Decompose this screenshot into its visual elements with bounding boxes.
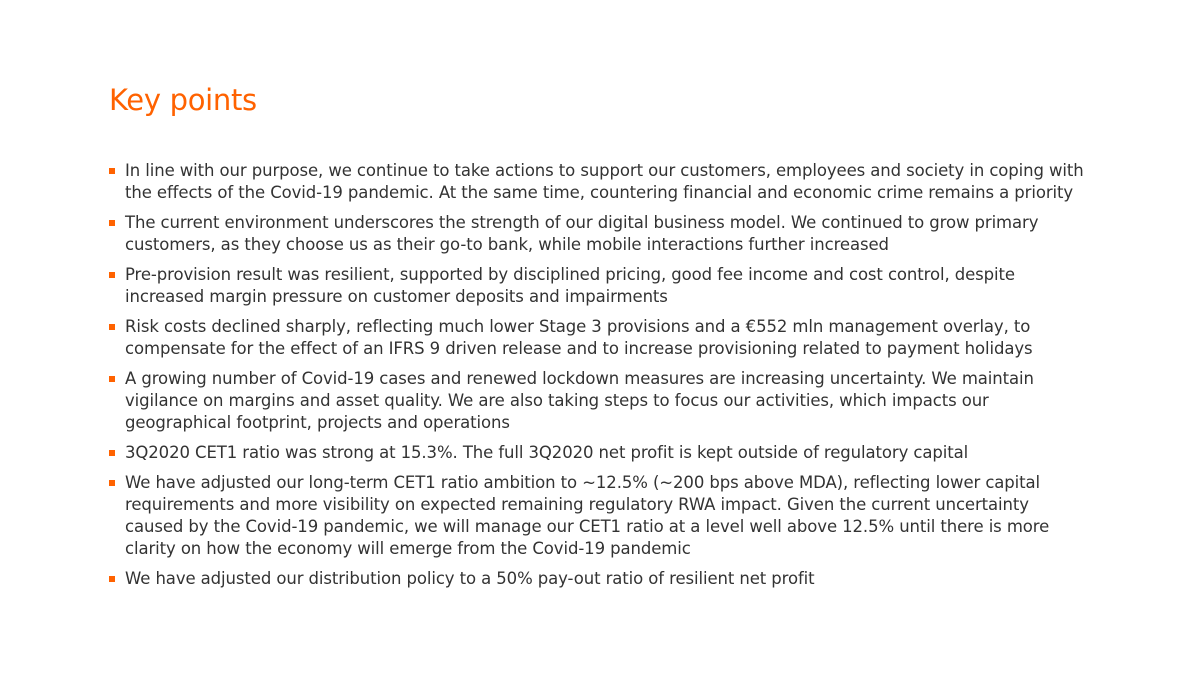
bullet-square-icon — [109, 450, 115, 456]
bullet-text: A growing number of Covid-19 cases and renewed lockdown measures are increasing uncertainty. We maintain vigilance on margins and asset quality. We are also taking steps to focus our activities, which impacts our geographical footprint, projects and operations — [125, 369, 1034, 432]
bullet-square-icon — [109, 324, 115, 330]
bullet-text: We have adjusted our distribution policy to a 50% pay-out ratio of resilient net profit — [125, 569, 815, 588]
bullet-text: Risk costs declined sharply, reflecting much lower Stage 3 provisions and a €552 mln management overlay, to compensate for the effect of an IFRS 9 driven release and to increase provisioning related to payment holidays — [125, 317, 1033, 358]
bullet-text: Pre-provision result was resilient, supported by disciplined pricing, good fee income and cost control, despite increased margin pressure on customer deposits and impairments — [125, 265, 1015, 306]
bullet-item — [109, 472, 1089, 560]
bullet-item — [109, 160, 1089, 204]
bullet-square-icon — [109, 168, 115, 174]
bullet-square-icon — [109, 576, 115, 582]
bullet-item — [109, 264, 1089, 308]
bullet-text: We have adjusted our long-term CET1 ratio ambition to ~12.5% (~200 bps above MDA), reflecting lower capital requirements and more visibility on expected remaining regulatory RWA impact. Given the current uncertainty caused by the Covid-19 pandemic, we will manage our CET1 ratio at a level well above 12.5% until there is more clarity on how the economy will emerge from the Covid-19 pandemic — [125, 473, 1050, 558]
bullet-square-icon — [109, 220, 115, 226]
bullet-text: 3Q2020 CET1 ratio was strong at 15.3%. The full 3Q2020 net profit is kept outside of regulatory capital — [125, 443, 969, 462]
bullet-square-icon — [109, 376, 115, 382]
bullet-item — [109, 442, 1089, 464]
bullet-text: In line with our purpose, we continue to take actions to support our customers, employees and society in coping with the effects of the Covid-19 pandemic. At the same time, countering financial and economic crime remains a priority — [125, 161, 1084, 202]
bullet-item — [109, 368, 1089, 434]
slide-title: Key points — [109, 83, 257, 117]
bullet-square-icon — [109, 480, 115, 486]
bullet-square-icon — [109, 272, 115, 278]
bullet-item — [109, 212, 1089, 256]
bullet-text: The current environment underscores the strength of our digital business model. We continued to grow primary customers, as they choose us as their go-to bank, while mobile interactions further increased — [125, 213, 1039, 254]
key-points-list — [109, 160, 1089, 598]
bullet-item — [109, 568, 1089, 590]
bullet-item — [109, 316, 1089, 360]
